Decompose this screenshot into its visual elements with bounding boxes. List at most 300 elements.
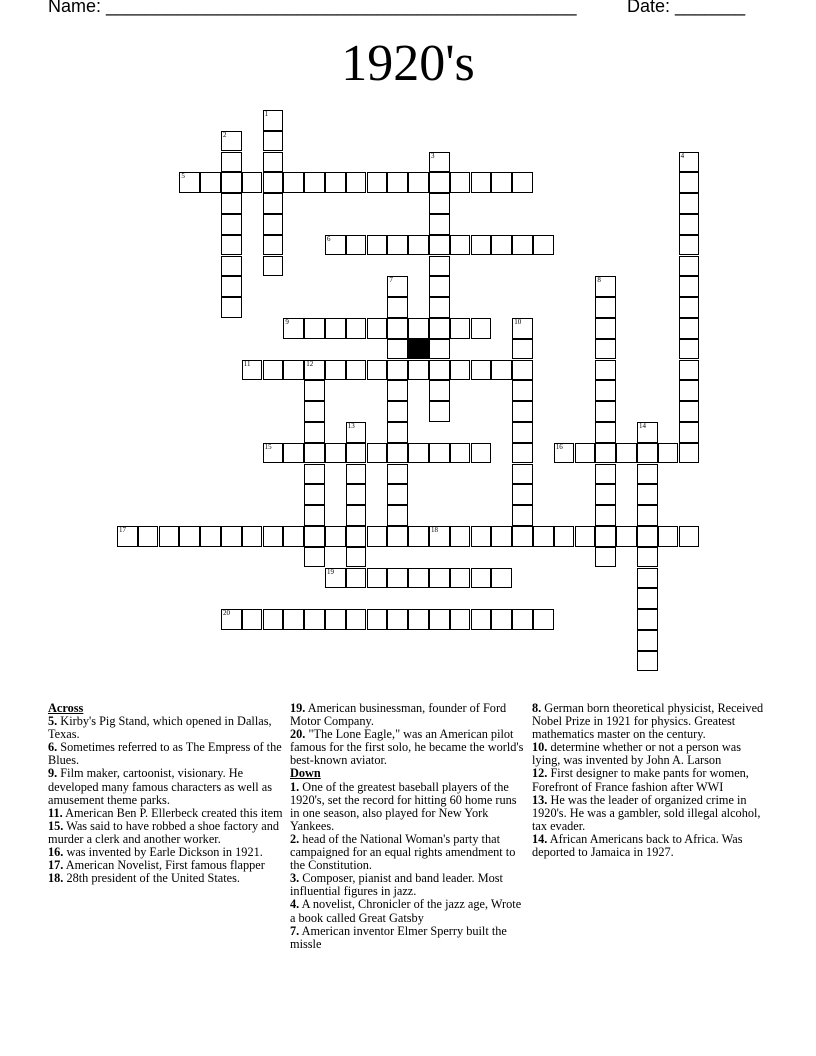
crossword-cell[interactable] (263, 131, 284, 152)
crossword-cell[interactable] (512, 505, 533, 526)
crossword-cell[interactable] (471, 526, 492, 547)
crossword-cell[interactable] (512, 380, 533, 401)
crossword-cell[interactable] (408, 172, 429, 193)
crossword-cell[interactable] (263, 193, 284, 214)
crossword-cell[interactable] (304, 609, 325, 630)
crossword-cell[interactable] (637, 526, 658, 547)
down-clue-list (290, 781, 526, 951)
clue-column-3 (532, 702, 768, 859)
clue-text: American inventor Elmer Sperry built the missle (290, 923, 507, 951)
clue-number: 5. (48, 714, 58, 729)
crossword-cell[interactable] (304, 484, 325, 505)
crossword-cell[interactable] (679, 297, 700, 318)
across-clue-list-continued (290, 702, 526, 767)
crossword-cell[interactable] (221, 297, 242, 318)
crossword-cell[interactable] (512, 443, 533, 464)
crossword-cell[interactable] (367, 172, 388, 193)
clue-number: 8. (532, 701, 542, 715)
crossword-cell[interactable] (491, 360, 512, 381)
crossword-cell[interactable] (679, 193, 700, 214)
crossword-cell[interactable] (429, 193, 450, 214)
cell-number: 17 (119, 526, 126, 534)
name-field[interactable]: Name: _______________________________________________ (48, 0, 577, 16)
crossword-cell[interactable] (595, 318, 616, 339)
crossword-cell[interactable] (595, 484, 616, 505)
clue-9-across (48, 767, 284, 806)
crossword-cell[interactable] (263, 443, 284, 464)
clue-number: 13. (532, 792, 548, 807)
crossword-cell[interactable] (679, 235, 700, 256)
crossword-cell[interactable] (263, 172, 284, 193)
crossword-cell[interactable] (346, 422, 367, 443)
crossword-cell[interactable] (658, 526, 679, 547)
across-heading: Across (48, 701, 84, 715)
crossword-cell[interactable] (304, 547, 325, 568)
crossword-cell[interactable] (471, 235, 492, 256)
crossword-cell[interactable] (263, 235, 284, 256)
clue-number: 7. (290, 923, 300, 938)
crossword-cell[interactable] (304, 505, 325, 526)
down-clue-list-continued (532, 702, 768, 859)
crossword-cell[interactable] (450, 172, 471, 193)
clue-number: 11. (48, 805, 63, 820)
clue-number: 3. (290, 871, 300, 886)
crossword-cell[interactable] (429, 609, 450, 630)
crossword-cell[interactable] (491, 235, 512, 256)
clue-number: 1. (290, 779, 300, 794)
crossword-cell[interactable] (408, 235, 429, 256)
crossword-cell[interactable] (429, 360, 450, 381)
cell-number: 4 (680, 151, 685, 160)
crossword-cell[interactable] (263, 360, 284, 381)
clue-14-down (532, 833, 768, 859)
crossword-cell[interactable] (595, 422, 616, 443)
crossword-cell[interactable] (637, 422, 658, 443)
clue-number: 10. (532, 740, 548, 755)
crossword-cell[interactable] (325, 235, 346, 256)
crossword-cell[interactable] (283, 360, 304, 381)
crossword-cell[interactable] (533, 609, 554, 630)
clue-12-down (532, 767, 768, 793)
crossword-cell[interactable] (450, 443, 471, 464)
crossword-cell[interactable] (387, 526, 408, 547)
clue-text: Sometimes referred to as The Empress of the Blues. (48, 740, 282, 768)
crossword-cell[interactable] (595, 547, 616, 568)
crossword-cell[interactable] (242, 526, 263, 547)
clue-text: American businessman, founder of Ford Motor Company. (290, 701, 507, 729)
crossword-cell[interactable] (387, 360, 408, 381)
crossword-cell[interactable] (679, 360, 700, 381)
clue-18-across (48, 872, 284, 885)
crossword-cell[interactable] (429, 235, 450, 256)
clue-1-down (290, 781, 526, 833)
crossword-cell[interactable] (221, 214, 242, 235)
clue-text: Kirby's Pig Stand, which opened in Dallas, Texas. (48, 714, 272, 742)
crossword-cell[interactable] (575, 526, 596, 547)
crossword-cell[interactable] (325, 360, 346, 381)
crossword-cell[interactable] (679, 214, 700, 235)
crossword-cell[interactable] (304, 172, 325, 193)
clue-text: A novelist, Chronicler of the jazz age, Wrote a book called Great Gatsby (290, 897, 522, 925)
crossword-cell[interactable] (325, 568, 346, 589)
crossword-cell[interactable] (658, 443, 679, 464)
crossword-cell[interactable] (429, 214, 450, 235)
crossword-cell[interactable] (533, 235, 554, 256)
cell-number: 8 (597, 276, 601, 285)
crossword-cell[interactable] (304, 318, 325, 339)
crossword-cell[interactable] (283, 443, 304, 464)
cell-number: 6 (327, 234, 331, 243)
crossword-block-cell (408, 339, 429, 360)
crossword-cell[interactable] (304, 380, 325, 401)
crossword-cell[interactable] (325, 443, 346, 464)
crossword-cell[interactable] (471, 568, 492, 589)
clue-text: He was the leader of organized crime in 1920's. He was a gambler, sold illegal alcohol, tax evader. (532, 792, 761, 833)
crossword-cell[interactable] (367, 360, 388, 381)
crossword-cell[interactable] (242, 360, 263, 381)
crossword-cell[interactable] (637, 630, 658, 651)
crossword-cell[interactable] (221, 131, 242, 152)
clue-number: 20. (290, 727, 306, 742)
crossword-cell[interactable] (304, 464, 325, 485)
clue-text: One of the greatest baseball players of the 1920's, set the record for hitting 60 home runs in one season, also played for New York Yankees. (290, 779, 517, 833)
crossword-cell[interactable] (387, 339, 408, 360)
crossword-cell[interactable] (679, 276, 700, 297)
crossword-cell[interactable] (512, 235, 533, 256)
crossword-cell[interactable] (679, 380, 700, 401)
cell-number: 1 (264, 110, 269, 118)
crossword-cell[interactable] (595, 505, 616, 526)
crossword-cell[interactable] (283, 526, 304, 547)
crossword-cell[interactable] (595, 464, 616, 485)
crossword-cell[interactable] (679, 443, 700, 464)
page-title: 1920's (341, 35, 475, 92)
crossword-cell[interactable] (679, 152, 700, 173)
crossword-cell[interactable] (637, 588, 658, 609)
crossword-cell[interactable] (408, 526, 429, 547)
crossword-cell[interactable] (429, 318, 450, 339)
crossword-cell[interactable] (387, 172, 408, 193)
crossword-cell[interactable] (595, 276, 616, 297)
cell-number: 7 (389, 276, 393, 285)
clue-number: 9. (48, 766, 58, 781)
clue-13-down (532, 794, 768, 833)
crossword-cell[interactable] (367, 443, 388, 464)
clue-8-down (532, 702, 768, 741)
crossword-cell[interactable] (387, 235, 408, 256)
crossword-cell[interactable] (346, 172, 367, 193)
crossword-cell[interactable] (491, 609, 512, 630)
crossword-cell[interactable] (512, 422, 533, 443)
crossword-cell[interactable] (346, 568, 367, 589)
crossword-cell[interactable] (595, 380, 616, 401)
crossword-cell[interactable] (637, 443, 658, 464)
clue-7-down (290, 925, 526, 951)
date-field[interactable]: Date: _______ (627, 0, 746, 16)
clue-number: 14. (532, 831, 548, 846)
clue-text: determine whether or not a person was lying, was invented by John A. Larson (532, 740, 741, 768)
cell-number: 14 (639, 422, 646, 430)
crossword-cell[interactable] (533, 526, 554, 547)
crossword-cell[interactable] (346, 318, 367, 339)
crossword-cell[interactable] (221, 193, 242, 214)
clue-15-across (48, 820, 284, 846)
crossword-cell[interactable] (200, 526, 221, 547)
crossword-cell[interactable] (367, 526, 388, 547)
cell-number: 9 (285, 318, 289, 326)
cell-number: 16 (555, 442, 563, 451)
cell-number: 18 (431, 526, 438, 534)
crossword-cell[interactable] (304, 360, 325, 381)
crossword-cell[interactable] (200, 172, 221, 193)
crossword-cell[interactable] (263, 152, 284, 173)
crossword-cell[interactable] (679, 172, 700, 193)
crossword-cell[interactable] (679, 339, 700, 360)
crossword-cell[interactable] (408, 443, 429, 464)
crossword-cell[interactable] (491, 526, 512, 547)
crossword-cell[interactable] (346, 360, 367, 381)
crossword-cell[interactable] (471, 318, 492, 339)
clue-3-down (290, 872, 526, 898)
crossword-cell[interactable] (408, 318, 429, 339)
crossword-cell[interactable] (595, 401, 616, 422)
crossword-cell[interactable] (637, 505, 658, 526)
clue-6-across (48, 741, 284, 767)
crossword-cell[interactable] (429, 380, 450, 401)
crossword-cell[interactable] (616, 443, 637, 464)
crossword-cell[interactable] (471, 172, 492, 193)
clue-number: 19. (290, 701, 306, 715)
crossword-cell[interactable] (512, 526, 533, 547)
crossword-cell[interactable] (429, 276, 450, 297)
crossword-cell[interactable] (387, 276, 408, 297)
clue-5-across (48, 715, 284, 741)
crossword-cell[interactable] (242, 609, 263, 630)
crossword-cell[interactable] (263, 609, 284, 630)
clue-text: "The Lone Eagle," was an American pilot famous for the first solo, he became the world's best-known aviator. (290, 727, 524, 768)
cell-number: 15 (264, 442, 272, 451)
crossword-cell[interactable] (637, 484, 658, 505)
crossword-cell[interactable] (263, 256, 284, 277)
crossword-cell[interactable] (346, 443, 367, 464)
crossword-cell[interactable] (387, 297, 408, 318)
crossword-cell[interactable] (429, 339, 450, 360)
clue-column-1 (48, 702, 284, 885)
crossword-cell[interactable] (512, 339, 533, 360)
crossword-cell[interactable] (429, 256, 450, 277)
crossword-cell[interactable] (221, 526, 242, 547)
crossword-cell[interactable] (304, 422, 325, 443)
crossword-cell[interactable] (575, 443, 596, 464)
crossword-cell[interactable] (387, 422, 408, 443)
crossword-cell[interactable] (221, 609, 242, 630)
crossword-cell[interactable] (429, 568, 450, 589)
crossword-cell[interactable] (637, 651, 658, 672)
crossword-cell[interactable] (512, 401, 533, 422)
clue-number: 2. (290, 831, 300, 846)
crossword-cell[interactable] (387, 401, 408, 422)
crossword-cell[interactable] (138, 526, 159, 547)
crossword-cell[interactable] (408, 568, 429, 589)
crossword-cell[interactable] (387, 505, 408, 526)
crossword-cell[interactable] (325, 526, 346, 547)
crossword-cell[interactable] (595, 526, 616, 547)
crossword-cell[interactable] (429, 401, 450, 422)
crossword-cell[interactable] (304, 443, 325, 464)
clue-text: head of the National Woman's party that campaigned for an equal rights amendment to the Constitution. (290, 831, 516, 873)
cell-number: 3 (431, 151, 435, 160)
crossword-cell[interactable] (263, 526, 284, 547)
crossword-cell[interactable] (346, 464, 367, 485)
crossword-cell[interactable] (554, 443, 575, 464)
crossword-cell[interactable] (679, 256, 700, 277)
crossword-cell[interactable] (637, 547, 658, 568)
crossword-cell[interactable] (263, 110, 284, 131)
crossword-cell[interactable] (387, 318, 408, 339)
clue-number: 18. (48, 871, 64, 886)
across-clue-list (48, 715, 284, 885)
clue-20-across (290, 728, 526, 767)
crossword-cell[interactable] (346, 526, 367, 547)
clue-text: Film maker, cartoonist, visionary. He developed many famous characters as well as amusement theme parks. (48, 766, 272, 807)
crossword-cell[interactable] (221, 235, 242, 256)
cell-number: 13 (347, 422, 355, 430)
crossword-cell[interactable] (304, 526, 325, 547)
crossword-cell[interactable] (221, 276, 242, 297)
crossword-cell[interactable] (387, 464, 408, 485)
crossword-cell[interactable] (221, 172, 242, 193)
crossword-cell[interactable] (387, 443, 408, 464)
crossword-cell[interactable] (325, 318, 346, 339)
clue-text: First designer to make pants for women, Forefront of France fashion after WWI (532, 766, 749, 794)
clue-text: was invented by Earle Dickson in 1921. (63, 845, 263, 860)
clue-4-down (290, 898, 526, 924)
crossword-cell[interactable] (346, 547, 367, 568)
clue-number: 17. (48, 858, 64, 873)
cell-number: 12 (306, 359, 314, 368)
crossword-cell[interactable] (221, 256, 242, 277)
crossword-cell[interactable] (429, 297, 450, 318)
crossword-cell[interactable] (450, 568, 471, 589)
crossword-cell[interactable] (367, 318, 388, 339)
crossword-cell[interactable] (429, 172, 450, 193)
crossword-cell[interactable] (512, 318, 533, 339)
crossword-cell[interactable] (179, 526, 200, 547)
crossword-cell[interactable] (595, 443, 616, 464)
cell-number: 2 (223, 130, 227, 139)
crossword-cell[interactable] (450, 609, 471, 630)
cell-number: 20 (223, 609, 230, 618)
crossword-cell[interactable] (512, 484, 533, 505)
crossword-cell[interactable] (367, 609, 388, 630)
crossword-cell[interactable] (450, 526, 471, 547)
cell-number: 11 (243, 359, 251, 368)
crossword-cell[interactable] (595, 360, 616, 381)
cell-number: 19 (327, 567, 334, 576)
clue-number: 15. (48, 818, 64, 833)
crossword-cell[interactable] (679, 422, 700, 443)
crossword-cell[interactable] (554, 526, 575, 547)
crossword-cell[interactable] (512, 464, 533, 485)
crossword-cell[interactable] (429, 526, 450, 547)
crossword-cell[interactable] (221, 152, 242, 173)
crossword-cell[interactable] (512, 172, 533, 193)
clue-2-down (290, 833, 526, 872)
crossword-cell[interactable] (325, 172, 346, 193)
crossword-cell[interactable] (346, 484, 367, 505)
crossword-cell[interactable] (263, 214, 284, 235)
clue-19-across (290, 702, 526, 728)
crossword-cell[interactable] (637, 609, 658, 630)
crossword-cell[interactable] (387, 568, 408, 589)
crossword-cell[interactable] (367, 568, 388, 589)
crossword-cell[interactable] (450, 318, 471, 339)
cell-number: 10 (514, 318, 522, 326)
crossword-cell[interactable] (595, 339, 616, 360)
crossword-cell[interactable] (512, 609, 533, 630)
crossword-cell[interactable] (325, 609, 346, 630)
clue-text: American Novelist, First famous flapper (63, 858, 265, 873)
crossword-cell[interactable] (408, 360, 429, 381)
crossword-cell[interactable] (387, 380, 408, 401)
crossword-cell[interactable] (471, 443, 492, 464)
crossword-cell[interactable] (616, 526, 637, 547)
crossword-cell[interactable] (512, 360, 533, 381)
crossword-cell[interactable] (283, 318, 304, 339)
crossword-cell[interactable] (637, 464, 658, 485)
crossword-cell[interactable] (346, 235, 367, 256)
clue-10-down (532, 741, 768, 767)
crossword-cell[interactable] (304, 401, 325, 422)
crossword-cell[interactable] (637, 568, 658, 589)
crossword-cell[interactable] (159, 526, 180, 547)
crossword-cell[interactable] (346, 505, 367, 526)
clue-number: 12. (532, 766, 548, 781)
clue-number: 6. (48, 740, 58, 755)
clue-number: 16. (48, 845, 64, 860)
crossword-cell[interactable] (429, 152, 450, 173)
crossword-cell[interactable] (679, 401, 700, 422)
crossword-cell[interactable] (179, 172, 200, 193)
crossword-cell[interactable] (450, 235, 471, 256)
crossword-cell[interactable] (283, 172, 304, 193)
crossword-cell[interactable] (117, 526, 138, 547)
crossword-cell[interactable] (346, 609, 367, 630)
crossword-cell[interactable] (679, 526, 700, 547)
crossword-cell[interactable] (429, 443, 450, 464)
crossword-cell[interactable] (242, 172, 263, 193)
crossword-cell[interactable] (283, 609, 304, 630)
clue-text: German born theoretical physicist, Received Nobel Prize in 1921 for physics. Greatest mathematics master on the century. (532, 701, 764, 742)
crossword-cell[interactable] (367, 235, 388, 256)
down-heading: Down (290, 766, 321, 781)
clue-text: 28th president of the United States. (63, 871, 240, 886)
crossword-cell[interactable] (387, 484, 408, 505)
crossword-cell[interactable] (450, 360, 471, 381)
crossword-cell[interactable] (387, 609, 408, 630)
crossword-cell[interactable] (471, 360, 492, 381)
crossword-cell[interactable] (595, 297, 616, 318)
clue-text: American Ben P. Ellerbeck created this item (62, 805, 283, 820)
crossword-cell[interactable] (408, 609, 429, 630)
crossword-cell[interactable] (679, 318, 700, 339)
crossword-cell[interactable] (471, 609, 492, 630)
crossword-cell[interactable] (491, 568, 512, 589)
clue-text: Was said to have robbed a shoe factory and murder a clerk and another worker. (48, 818, 279, 846)
crossword-cell[interactable] (491, 172, 512, 193)
clue-column-2 (290, 702, 526, 951)
cell-number: 5 (181, 172, 185, 181)
